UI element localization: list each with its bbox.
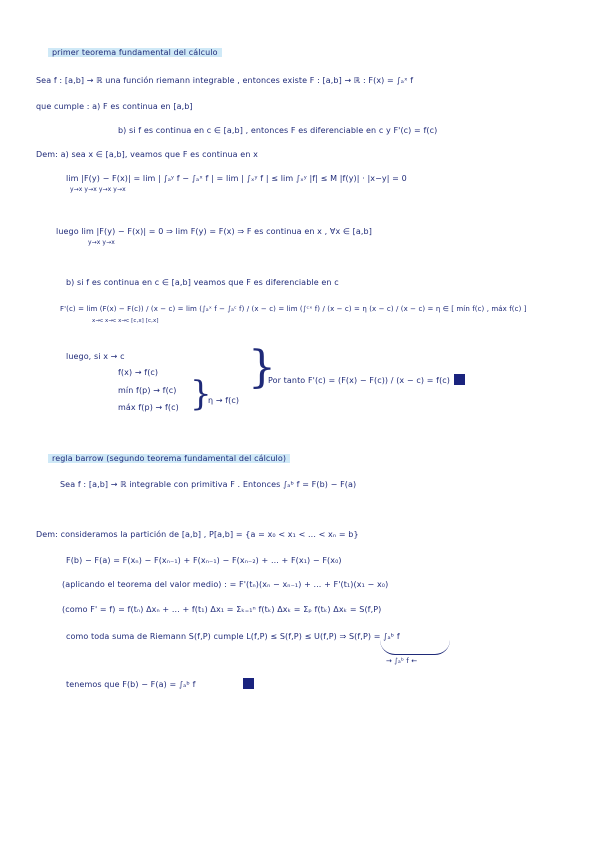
heading-first-theorem: primer teorema fundamental del cálculo <box>48 48 222 58</box>
qed-square-icon-2 <box>243 678 254 689</box>
theorem1-line3: b) si f es continua en c ∈ [a,b] , entonces F es diferenciable en c y F'(c) = f(c) <box>118 126 438 135</box>
proof1-line1: Dem: a) sea x ∈ [a,b], veamos que F es continua en x <box>36 150 258 159</box>
integral-arrow-arc <box>380 640 450 655</box>
proof1-line2: lim |F(y) − F(x)| = lim | ∫ₐʸ f − ∫ₐˣ f | = lim | ∫ₓʸ f | ≤ lim ∫ₓʸ |f| ≤ M |f(y)| · |x−y| = 0 <box>66 174 407 183</box>
theorem1-line2: que cumple : a) F es continua en [a,b] <box>36 102 193 111</box>
proof1b-line4: f(x) → f(c) <box>118 368 159 377</box>
theorem1-line1: Sea f : [a,b] → ℝ una función riemann integrable , entonces existe F : [a,b] → ℝ : F(x) = ∫ₐˣ f <box>36 76 414 85</box>
proof1b-line2: F'(c) = lim (F(x) − F(c)) / (x − c) = lim (∫ₐˣ f − ∫ₐᶜ f) / (x − c) = lim (∫ᶜˣ f) / (x − c) = η (x − c) / (x − c) = η ∈ [ mín f(c) , máx f(c) ] <box>60 305 527 313</box>
theorem2-line1: Sea f : [a,b] → ℝ integrable con primitiva F . Entonces ∫ₐᵇ f = F(b) − F(a) <box>60 480 357 489</box>
proof1-line3-subscripts: y→x y→x <box>88 239 115 246</box>
proof1b-line8: Por tanto F'(c) = (F(x) − F(c)) / (x − c) = f(c) <box>268 376 451 385</box>
proof1-line3: luego lim |F(y) − F(x)| = 0 ⇒ lim F(y) = F(x) ⇒ F es continua en x , ∀x ∈ [a,b] <box>56 227 372 236</box>
large-brace: } <box>248 342 276 393</box>
small-brace: } <box>190 374 212 414</box>
proof1b-line2-subscripts: x→c x→c x→c [c,x] [c,x] <box>92 318 159 324</box>
heading-barrow-rule: regla barrow (segundo teorema fundamental del cálculo) <box>48 454 290 464</box>
proof1b-line1: b) si f es continua en c ∈ [a,b] veamos que F es diferenciable en c <box>66 278 339 287</box>
proof1b-line5: mín f(p) → f(c) <box>118 386 177 395</box>
proof2-line6: tenemos que F(b) − F(a) = ∫ₐᵇ f <box>66 680 196 689</box>
proof1b-line7: η → f(c) <box>208 396 240 405</box>
proof2-line5: como toda suma de Riemann S(f,P) cumple L(f,P) ≤ S(f,P) ≤ U(f,P) ⇒ S(f,P) = ∫ₐᵇ f <box>66 632 400 641</box>
proof1b-line6: máx f(p) → f(c) <box>118 403 179 412</box>
proof2-line3: (aplicando el teorema del valor medio) : = F'(tₙ)(xₙ − xₙ₋₁) + ... + F'(t₁)(x₁ − x₀) <box>62 580 389 589</box>
proof1b-line3: luego, si x → c <box>66 352 125 361</box>
proof2-line5-arc-label: → ∫ₐᵇ f ← <box>386 657 418 665</box>
qed-square-icon <box>454 374 465 385</box>
proof2-line2: F(b) − F(a) = F(xₙ) − F(xₙ₋₁) + F(xₙ₋₁) − F(xₙ₋₂) + ... + F(x₁) − F(x₀) <box>66 556 342 565</box>
proof1-line2-subscripts: y→x y→x y→x y→x <box>70 186 126 193</box>
proof2-line1: Dem: consideramos la partición de [a,b] , P[a,b] = {a = x₀ < x₁ < ... < xₙ = b} <box>36 530 359 539</box>
proof2-line4: (como F' = f) = f(tₙ) Δxₙ + ... + f(t₁) Δx₁ = Σₖ₌₁ⁿ f(tₖ) Δxₖ = Σₚ f(tₖ) Δxₖ = S(f,P) <box>62 605 382 614</box>
